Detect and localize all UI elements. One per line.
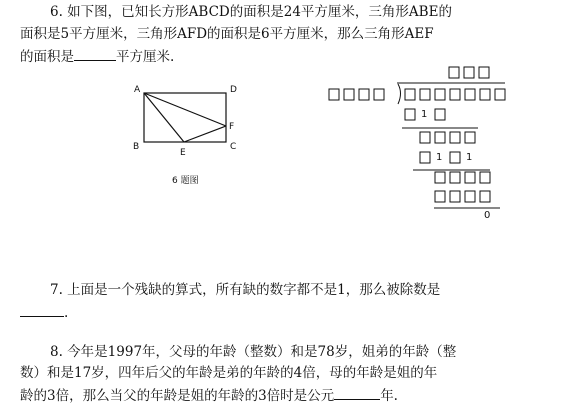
rectangle-abcd [144, 93, 226, 142]
label-c: C [230, 142, 237, 152]
problem-8-line-3-prefix: 龄的3倍，那么当父的年龄是姐的年龄的3倍时是公元 [20, 388, 335, 404]
problem-7-line-2-suffix: . [64, 305, 69, 321]
problem-8-line-3-suffix: 年. [380, 388, 398, 404]
problem-7-line-2 [20, 302, 68, 322]
partial-3-box-1 [435, 191, 445, 202]
remainder-1-box-2 [435, 132, 445, 143]
partial-1-digit: 1 [421, 109, 428, 120]
remainder-2-box-2 [450, 172, 460, 183]
quotient-box-1 [449, 67, 459, 78]
dividend-box-6 [480, 89, 490, 100]
division-bracket [398, 84, 401, 104]
figure-caption: 6 题图 [172, 176, 199, 186]
divisor-box-1 [329, 89, 339, 100]
problem-6-line-2: 面积是5平方厘米，三角形AFD的面积是6平方厘米，那么三角形AEF [20, 26, 434, 42]
label-b: B [133, 142, 140, 152]
remainder-1-box-4 [465, 132, 475, 143]
partial-1-box-1 [405, 109, 415, 120]
partial-3-box-2 [450, 191, 460, 202]
final-remainder: 0 [484, 210, 491, 221]
dividend-box-3 [435, 89, 445, 100]
partial-3-box-3 [465, 191, 475, 202]
dividend-box-7 [495, 89, 505, 100]
divisor-box-2 [344, 89, 354, 100]
problem-8-answer-blank[interactable] [334, 385, 380, 400]
problem-8-line-3 [20, 385, 398, 405]
problem-8-line-2: 数）和是17岁，四年后父的年龄是弟的年龄的4倍，母的年龄是姐的年 [20, 365, 438, 381]
label-a: A [134, 85, 141, 95]
problem-7-answer-blank[interactable] [20, 302, 64, 317]
dividend-box-2 [420, 89, 430, 100]
partial-2-digit-b: 1 [466, 152, 473, 163]
dividend-box-5 [465, 89, 475, 100]
remainder-1-box-3 [450, 132, 460, 143]
divisor-box-4 [374, 89, 384, 100]
remainder-2-box-4 [480, 172, 490, 183]
partial-3-box-4 [480, 191, 490, 202]
label-d: D [230, 85, 237, 95]
segment-ef [184, 126, 226, 142]
problem-7-line-1: 7. 上面是一个残缺的算式，所有缺的数字都不是1，那么被除数是 [50, 282, 441, 298]
label-f: F [229, 122, 235, 132]
dividend-box-4 [450, 89, 460, 100]
problem-6-line-1: 6. 如下图，已知长方形ABCD的面积是24平方厘米，三角形ABE的 [50, 4, 452, 20]
quotient-box-2 [464, 67, 474, 78]
partial-2-digit-a: 1 [436, 152, 443, 163]
remainder-2-box-1 [435, 172, 445, 183]
remainder-1-box-1 [420, 132, 430, 143]
remainder-2-box-3 [465, 172, 475, 183]
segment-ae [144, 93, 184, 142]
label-e: E [180, 148, 186, 158]
problem-6-line-3-prefix: 的面积是 [20, 49, 74, 65]
partial-2-box-1 [420, 152, 430, 163]
partial-1-box-2 [435, 109, 445, 120]
problem-8-line-1: 8. 今年是1997年，父母的年龄（整数）和是78岁，姐弟的年龄（整 [50, 344, 457, 360]
quotient-box-3 [479, 67, 489, 78]
dividend-box-1 [405, 89, 415, 100]
partial-2-box-2 [450, 152, 460, 163]
divisor-box-3 [359, 89, 369, 100]
segment-af [144, 93, 226, 126]
problem-6-line-3-suffix: 平方厘米. [116, 49, 175, 65]
